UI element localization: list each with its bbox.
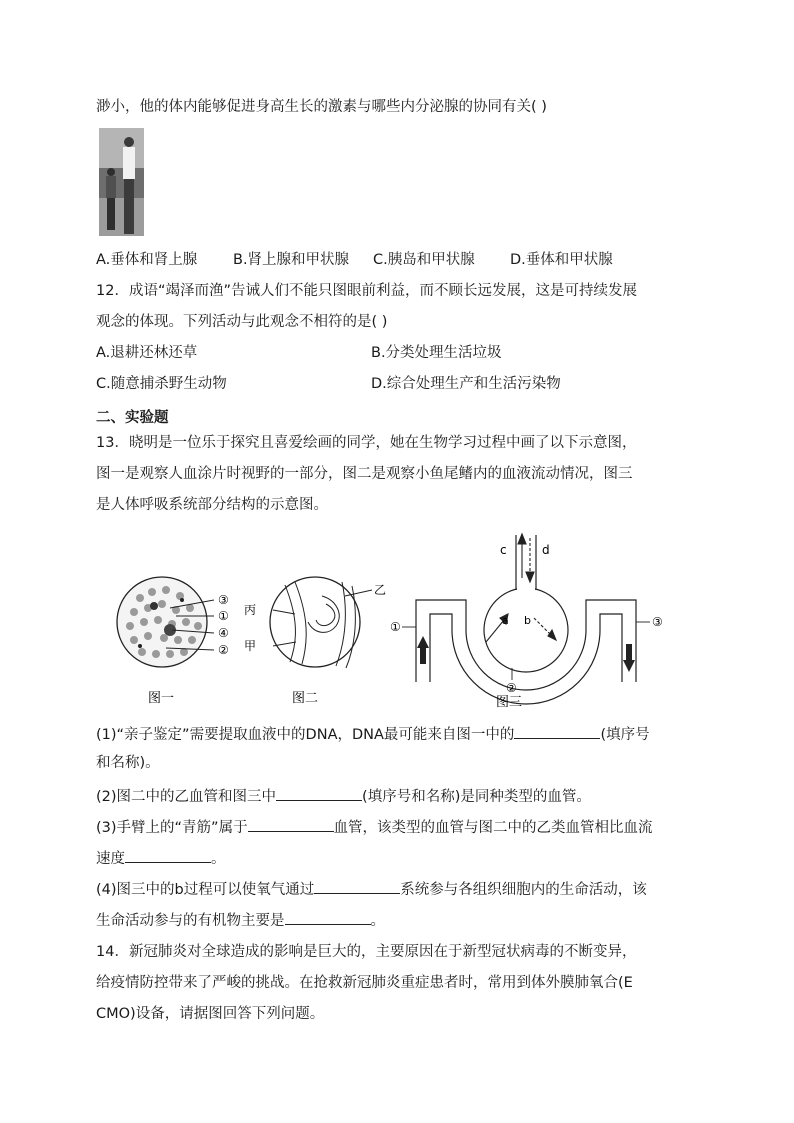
fig3-label-1: ① xyxy=(390,620,401,634)
q13-sub3-text-c: 速度 xyxy=(96,851,125,867)
q12-stem-line2: 观念的体现。下列活动与此观念不相符的是( ) xyxy=(96,314,388,330)
section-title: 二、实验题 xyxy=(96,410,169,426)
q13-sub4-line1 xyxy=(96,877,647,900)
q14-stem-line3: CMO)设备，请据图回答下列问题。 xyxy=(96,1006,325,1022)
answer-blank-6[interactable] xyxy=(285,908,371,925)
q11-option-d: D.垂体和甲状腺 xyxy=(510,252,613,268)
q14-stem-line2: 给疫情防控带来了严峻的挑战。在抢救新冠肺炎重症患者时，常用到体外膜肺氧合(E xyxy=(96,975,633,991)
q13-sub4-text-b: 系统参与各组织细胞内的生命活动，该 xyxy=(400,882,647,898)
figure-2 xyxy=(244,577,386,706)
fig3-label-a: a xyxy=(502,614,509,627)
q11-option-c: C.胰岛和甲状腺 xyxy=(373,252,475,268)
q11-stem: 渺小，他的体内能够促进身高生长的激素与哪些内分泌腺的协同有关( ) xyxy=(96,99,547,115)
q13-figures xyxy=(110,530,670,710)
answer-blank-1[interactable] xyxy=(514,722,600,739)
answer-blank-5[interactable] xyxy=(314,877,400,894)
q12-stem-line1: 12．成语“竭泽而渔”告诫人们不能只图眼前利益，而不顾长远发展，这是可持续发展 xyxy=(96,283,637,299)
fig3-label-3: ③ xyxy=(652,615,663,629)
fig2-label-bing: 丙 xyxy=(244,603,257,617)
q13-sub3-text-b: 血管，该类型的血管与图二中的乙类血管相比血流 xyxy=(333,820,653,836)
q13-sub1-line1 xyxy=(96,722,650,745)
q13-sub3-text-d: 。 xyxy=(211,851,226,867)
q12-option-a: A.退耕还林还草 xyxy=(96,345,198,361)
fig3-label-c: c xyxy=(500,543,507,557)
fig3-label-b: b xyxy=(524,614,531,627)
fig3-label-d: d xyxy=(542,543,550,557)
q13-sub4-text-c: 生命活动参与的有机物主要是 xyxy=(96,913,285,929)
fig1-label-4: ④ xyxy=(218,626,229,640)
q13-sub4-text-d: 。 xyxy=(370,913,385,929)
q13-sub2-text-b: (填序号和名称)是同种类型的血管。 xyxy=(362,789,591,805)
q13-sub4-line2 xyxy=(96,908,385,931)
q11-option-a: A.垂体和肾上腺 xyxy=(96,252,198,268)
q12-option-b: B.分类处理生活垃圾 xyxy=(371,345,502,361)
q13-sub2-line xyxy=(96,784,591,807)
fig1-label-3: ③ xyxy=(218,593,229,607)
fig1-caption: 图一 xyxy=(148,691,175,706)
fig1-label-2: ② xyxy=(218,643,229,657)
figure-1 xyxy=(117,577,229,706)
q13-stem-line2: 图一是观察人血涂片时视野的一部分，图二是观察小鱼尾鳍内的血液流动情况，图三 xyxy=(96,466,633,482)
fig3-label-2: ② xyxy=(506,681,517,695)
q14-stem-line1: 14．新冠肺炎对全球造成的影响是巨大的，主要原因在于新型冠状病毒的不断变异， xyxy=(96,944,637,960)
fig2-label-jia: 甲 xyxy=(244,639,257,653)
q13-sub1-text-b: (填序号 xyxy=(600,727,650,743)
q12-option-c: C.随意捕杀野生动物 xyxy=(96,376,227,392)
q13-sub1-line2: 和名称)。 xyxy=(96,755,160,771)
fig2-caption: 图二 xyxy=(292,691,319,706)
q13-sub3-text-a: (3)手臂上的“青筋”属于 xyxy=(96,820,248,836)
q13-stem-line3: 是人体呼吸系统部分结构的示意图。 xyxy=(96,497,328,513)
q13-sub3-line2 xyxy=(96,846,226,869)
q11-photo xyxy=(99,128,144,236)
q11-option-b: B.肾上腺和甲状腺 xyxy=(233,252,350,268)
fig2-label-yi: 乙 xyxy=(374,583,387,597)
fig1-label-1: ① xyxy=(218,609,229,623)
answer-blank-2[interactable] xyxy=(276,784,362,801)
q13-sub2-text-a: (2)图二中的乙血管和图三中 xyxy=(96,789,277,805)
figure-3 xyxy=(390,534,663,710)
q13-stem-line1: 13．晓明是一位乐于探究且喜爱绘画的同学，她在生物学习过程中画了以下示意图， xyxy=(96,435,637,451)
q13-sub1-text-a: (1)“亲子鉴定”需要提取血液中的DNA，DNA最可能来自图一中的 xyxy=(96,727,515,743)
q12-option-d: D.综合处理生产和生活污染物 xyxy=(371,376,561,392)
answer-blank-4[interactable] xyxy=(125,846,211,863)
q13-sub3-line1 xyxy=(96,815,653,838)
q13-sub4-text-a: (4)图三中的b过程可以使氧气通过 xyxy=(96,882,315,898)
fig3-caption: 图三 xyxy=(496,695,523,710)
answer-blank-3[interactable] xyxy=(248,815,334,832)
